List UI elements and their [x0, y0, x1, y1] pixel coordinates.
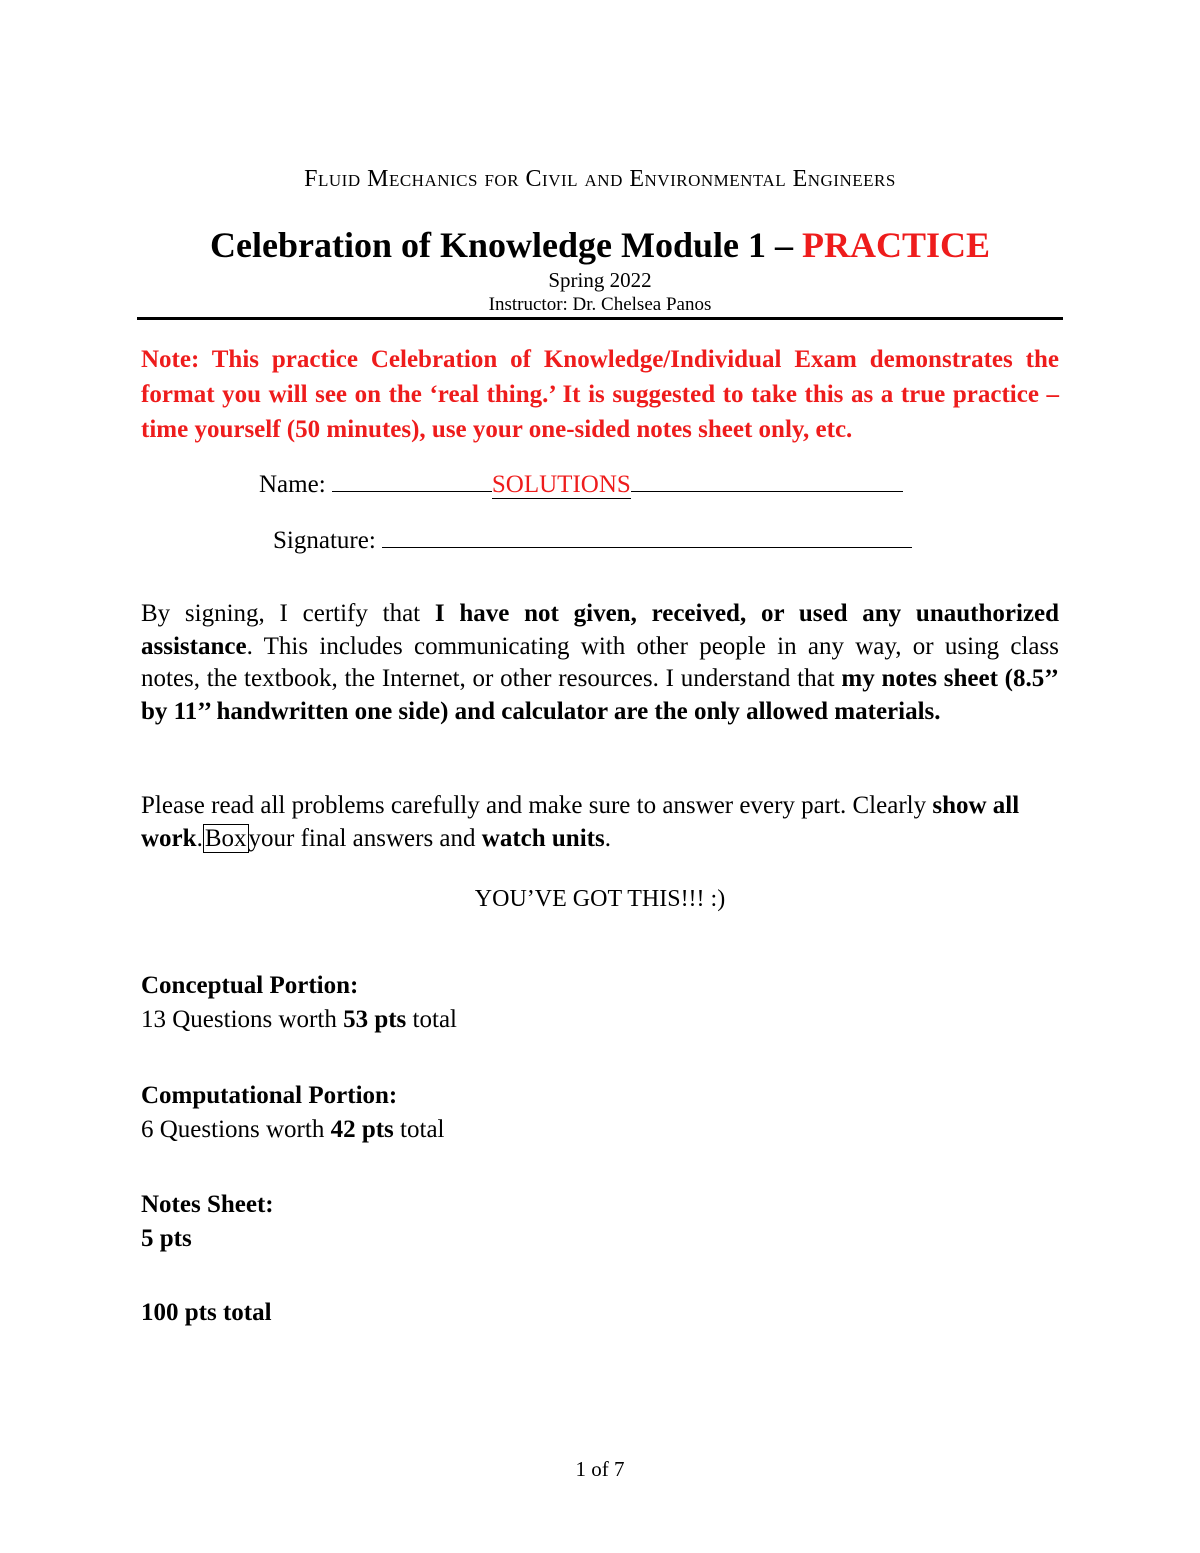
- signature-field[interactable]: [273, 522, 912, 555]
- certification-bold-1: I have not given, received, or used any unauthorized assistance: [141, 600, 1060, 660]
- name-value: SOLUTIONS: [491, 471, 631, 498]
- exam-title: [0, 224, 1200, 266]
- name-field[interactable]: [259, 466, 903, 499]
- instructions-bold-2: watch units: [481, 824, 605, 852]
- certification-bold-2: my notes sheet (8.5’’ by 11’’ handwritten one side) and calculator are the only allowed materials.: [141, 665, 1060, 725]
- certification-text-2: . This includes communicating with other people in any way, or using class notes, the textbook, the Internet, or other resources. I understand that: [141, 632, 1059, 692]
- signature-label: Signature:: [273, 527, 383, 554]
- name-line-right: [631, 466, 903, 492]
- instructions-text-3: your final answers and: [248, 824, 482, 852]
- name-line-left: [332, 466, 492, 492]
- exam-instructor: Instructor: Dr. Chelsea Panos: [488, 294, 712, 315]
- instructions-boxed-word: Box: [204, 824, 247, 852]
- header-divider: [137, 317, 1063, 320]
- certification-paragraph: [141, 598, 1059, 728]
- instructions-paragraph: [141, 790, 1059, 855]
- section-conceptual: [141, 969, 457, 1037]
- name-label: Name:: [259, 471, 332, 498]
- exam-term: Spring 2022: [548, 268, 652, 292]
- certification-text-1: By signing, I certify that: [141, 600, 435, 627]
- section-notes: [141, 1188, 274, 1256]
- signature-line: [382, 522, 912, 548]
- page-number: 1 of 7: [575, 1457, 625, 1481]
- course-title: Fluid Mechanics for Civil and Environmental Engineers: [304, 166, 896, 192]
- encouragement: YOU’VE GOT THIS!!! :): [474, 886, 726, 912]
- instructions-text-1: Please read all problems carefully and make sure to answer every part. Clearly: [141, 792, 933, 819]
- section-computational: [141, 1079, 444, 1147]
- section-computational-heading: Computational Portion:: [141, 1082, 398, 1109]
- exam-title-accent: PRACTICE: [801, 225, 990, 265]
- section-computational-detail: 6 Questions worth 42 pts total: [141, 1116, 445, 1143]
- total-points: 100 pts total: [141, 1299, 272, 1326]
- practice-note: Note: This practice Celebration of Knowledge/Individual Exam demonstrates the format you will see on the ‘real thing.’ It is suggested to take this as a true practice – time yourself (50 minutes), use your one-sided notes sheet only, etc.: [141, 346, 1059, 443]
- section-notes-pts: 5 pts: [141, 1225, 192, 1252]
- section-conceptual-heading: Conceptual Portion:: [141, 972, 359, 999]
- instructions-text-2: .: [196, 824, 203, 852]
- instructions-bold-1: show all work: [141, 792, 1020, 852]
- instructions-text-4: .: [604, 824, 611, 852]
- exam-title-main: Celebration of Knowledge Module 1 –: [210, 225, 802, 265]
- section-conceptual-detail: 13 Questions worth 53 pts total: [141, 1006, 457, 1033]
- section-notes-heading: Notes Sheet:: [141, 1191, 274, 1218]
